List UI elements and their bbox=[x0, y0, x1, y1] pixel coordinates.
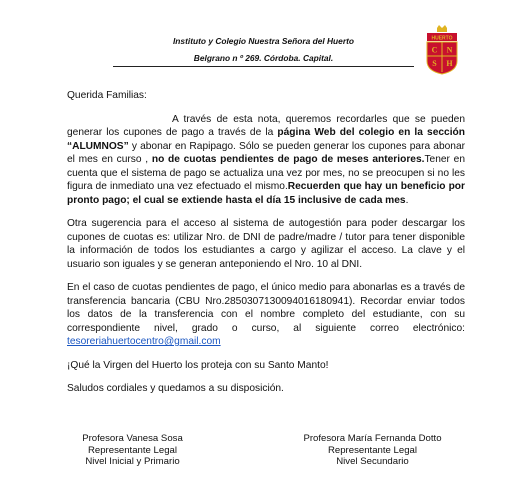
p3-text: En el caso de cuotas pendientes de pago, el único medio para abonarlas es a través de transferencia bancaria (CBU Nro.2850307130094016180941). Recordar enviar todos los datos de la transferencia con el nombre completo del estudiante, con su correspondiente nivel, grado o curso, al siguiente correo electrónico: bbox=[67, 282, 465, 334]
greeting: Querida Familias: bbox=[67, 90, 147, 101]
paragraph-self-service: Otra sugerencia para el acceso al sistema de autogestión para poder descargar los cupones de cuotas es: utilizar Nro. de DNI de padre/madre / tutor para tener disponible la información de todos los estudiantes a cargo y agilizar el acceso. La clave y el usuario son iguales y se generan anteponiendo el Nro. 10 al DNI. bbox=[67, 218, 465, 270]
signature-right-name: Profesora María Fernanda Dotto bbox=[303, 433, 442, 444]
paragraph-payment-coupons bbox=[67, 113, 465, 208]
paragraph-bank-transfer bbox=[67, 281, 465, 349]
crest-letter-2: N bbox=[446, 45, 453, 55]
p1-bold-web-section: página Web del colegio en la sección “ALUMNOS” bbox=[67, 127, 465, 152]
p1-text-3: Tener en cuenta que el sistema de pago se actualiza una vez por mes, no se preocupen si no les figura de inmediato una vez efectuado el mismo. bbox=[67, 154, 465, 192]
treasury-email-link[interactable]: tesoreriahuertocentro@gmail.com bbox=[67, 336, 221, 347]
p1-bold-no-past-dues: no de cuotas pendientes de pago de meses anteriores. bbox=[151, 154, 425, 165]
p1-bold-early-payment: Recuerden que hay un beneficio por pronto pago; el cual se extiende hasta el día 15 inclusive de cada mes bbox=[67, 181, 465, 206]
school-address: Belgrano n º 269. Córdoba. Capital. bbox=[193, 53, 334, 63]
letterhead bbox=[0, 0, 527, 70]
crest-banner-text: HUERTO bbox=[431, 35, 453, 42]
signature-left-level: Nivel Inicial y Primario bbox=[85, 456, 180, 467]
school-name: Instituto y Colegio Nuestra Señora del Huerto bbox=[172, 36, 354, 46]
blessing: ¡Qué la Virgen del Huerto los proteja con su Santo Manto! bbox=[67, 359, 329, 371]
crest-letter-4: H bbox=[446, 59, 453, 68]
crest-letter-3: S bbox=[432, 59, 437, 68]
letter-body bbox=[67, 89, 465, 396]
signature-left-role: Representante Legal bbox=[87, 444, 178, 456]
closing: Saludos cordiales y quedamos a su disposición. bbox=[67, 383, 284, 394]
crest-letter-1: C bbox=[431, 45, 438, 55]
signature-right-level: Nivel Secundario bbox=[336, 456, 409, 467]
p1-text-2: y abonar en Rapipago. Sólo se pueden generar los cupones para abonar el mes en curso , bbox=[67, 140, 465, 165]
header-rule bbox=[113, 66, 414, 67]
signature-left bbox=[60, 433, 205, 468]
signature-right-role: Representante Legal bbox=[327, 444, 418, 456]
school-crest-icon bbox=[425, 25, 459, 75]
signature-right bbox=[290, 433, 455, 468]
p1-text-1: A través de esta nota, queremos recordarles que se pueden generar los cupones de pago a través de la bbox=[67, 113, 465, 138]
signature-left-name: Profesora Vanesa Sosa bbox=[82, 433, 183, 444]
p1-text-4: . bbox=[405, 194, 409, 206]
